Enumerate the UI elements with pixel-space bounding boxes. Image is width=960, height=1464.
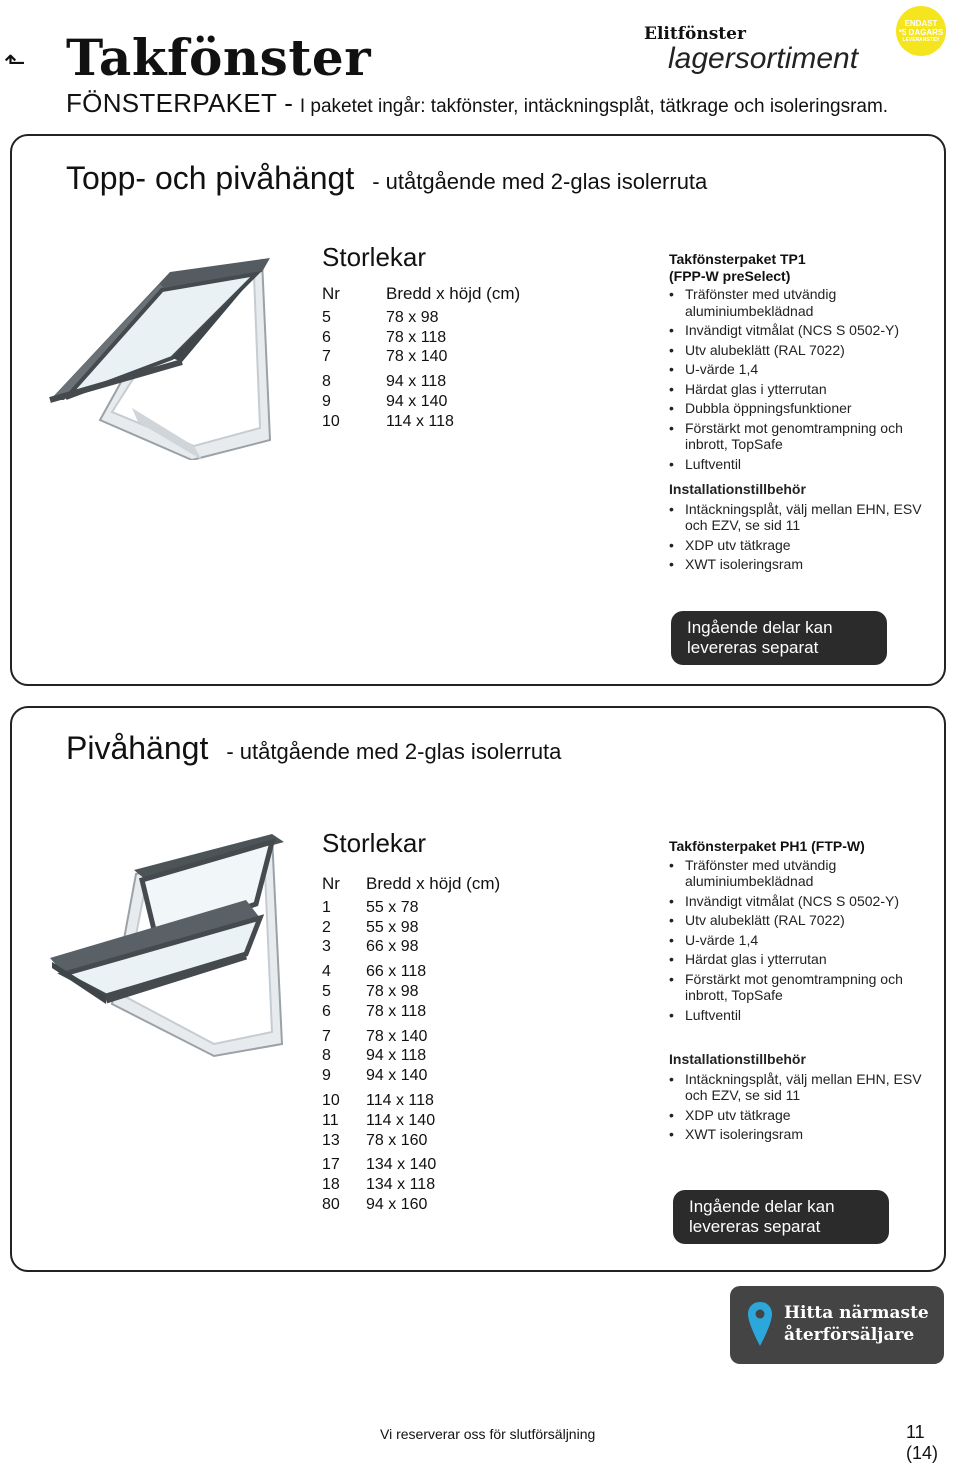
table-row <box>322 1131 500 1151</box>
row-nr: 11 <box>322 1111 339 1129</box>
section2-size-table <box>322 874 500 1215</box>
feature-item: • U-värde 1,4 <box>669 932 931 949</box>
note-line2: levereras separat <box>689 1217 821 1236</box>
badge-line1: ENDAST <box>904 19 938 28</box>
table-row <box>322 918 500 938</box>
badge-line2: *5 DAGARS <box>898 28 944 37</box>
package-subtitle <box>66 88 888 119</box>
row-size: 78 x 140 <box>386 348 448 366</box>
feature-item: • U-värde 1,4 <box>669 361 931 378</box>
note-line2: levereras separat <box>687 638 819 657</box>
row-nr: 5 <box>322 982 331 1000</box>
row-nr: 1 <box>322 898 331 916</box>
row-size: 94 x 140 <box>386 392 448 410</box>
page-number: 11 (14) <box>906 1422 939 1463</box>
separate-delivery-note <box>671 611 887 665</box>
feature-item: • Invändigt vitmålat (NCS S 0502-Y) <box>669 322 931 339</box>
install-heading: Installationstillbehör <box>669 1051 806 1067</box>
package-title: Takfönsterpaket PH1 (FTP-W) <box>669 838 865 854</box>
package-title: Takfönsterpaket TP1 <box>669 251 806 267</box>
section1-features <box>669 251 931 573</box>
table-row <box>322 1002 500 1022</box>
row-size: 134 x 118 <box>366 1176 436 1194</box>
back-up-icon[interactable]: ⬑ <box>4 48 26 78</box>
section2-features <box>669 838 931 1143</box>
delivery-badge <box>896 6 946 56</box>
map-pin-icon <box>746 1300 774 1348</box>
table-row <box>322 937 500 957</box>
row-nr: 9 <box>322 1067 331 1085</box>
row-nr: 13 <box>322 1131 340 1149</box>
cta-line1: Hitta närmaste <box>784 1303 929 1323</box>
find-retailer-button[interactable] <box>730 1286 944 1364</box>
row-nr: 2 <box>322 918 331 936</box>
col-size-header: Bredd x höjd (cm) <box>386 284 521 303</box>
row-nr: 5 <box>322 308 331 326</box>
row-nr: 6 <box>322 328 331 346</box>
install-item: • XDP utv tätkrage <box>669 537 931 554</box>
find-retailer-label <box>784 1302 929 1346</box>
section2-subtitle: - utåtgående med 2-glas isolerruta <box>226 739 562 764</box>
row-nr: 7 <box>322 1027 331 1045</box>
install-item: • XDP utv tätkrage <box>669 1107 931 1124</box>
row-size: 94 x 118 <box>366 1047 427 1065</box>
section2-title <box>66 730 561 767</box>
table-row <box>322 372 520 392</box>
row-size: 114 x 140 <box>366 1111 436 1129</box>
brand-tagline: lagersortiment <box>668 42 859 75</box>
table-row <box>322 1111 500 1131</box>
row-nr: 10 <box>322 412 340 430</box>
row-size: 66 x 118 <box>366 963 427 981</box>
row-size: 78 x 140 <box>366 1027 428 1045</box>
row-size: 78 x 98 <box>386 308 439 326</box>
table-header <box>322 284 520 304</box>
row-nr: 8 <box>322 1047 331 1065</box>
feature-item: • Dubbla öppningsfunktioner <box>669 400 931 417</box>
section2-title-text: Pivåhängt <box>66 730 209 766</box>
table-row <box>322 982 500 1002</box>
table-row <box>322 412 520 432</box>
install-item: • Intäckningsplåt, välj mellan EHN, ESV och EZV, se sid 11 <box>669 501 931 534</box>
install-item: • Intäckningsplåt, välj mellan EHN, ESV och EZV, se sid 11 <box>669 1071 931 1104</box>
install-item: • XWT isoleringsram <box>669 1126 931 1143</box>
row-nr: 17 <box>322 1156 340 1174</box>
page-title: Takfönster <box>66 28 372 87</box>
row-nr: 3 <box>322 938 331 956</box>
table-row <box>322 1066 500 1086</box>
feature-item: • Härdat glas i ytterrutan <box>669 951 931 968</box>
row-nr: 10 <box>322 1091 340 1109</box>
feature-item: • Utv alubeklätt (RAL 7022) <box>669 342 931 359</box>
row-size: 94 x 160 <box>366 1195 428 1213</box>
row-nr: 80 <box>322 1195 340 1213</box>
row-size: 55 x 98 <box>366 918 419 936</box>
section1-subtitle: - utåtgående med 2-glas isolerruta <box>372 169 708 194</box>
table-row <box>322 898 500 918</box>
feature-item: • Luftventil <box>669 1007 931 1024</box>
row-size: 66 x 98 <box>366 938 419 956</box>
row-size: 114 x 118 <box>386 412 454 430</box>
section1-title-text: Topp- och pivåhängt <box>66 160 355 196</box>
note-line1: Ingående delar kan <box>687 618 833 637</box>
subtitle-rest: I paketet ingår: takfönster, intäckningsplåt, tätkrage och isoleringsram. <box>299 96 889 117</box>
row-size: 78 x 160 <box>366 1131 428 1149</box>
feature-item: • Träfönster med utvändig aluminiumbeklädnad <box>669 857 931 890</box>
table-row <box>322 1027 500 1047</box>
row-nr: 9 <box>322 392 331 410</box>
cta-line2: återförsäljare <box>784 1325 915 1345</box>
row-size: 55 x 78 <box>366 898 419 916</box>
brand-name: Elitfönster <box>644 24 746 44</box>
table-row <box>322 1046 500 1066</box>
row-nr: 8 <box>322 373 331 391</box>
col-nr-header: Nr <box>322 284 340 303</box>
feature-item: • Luftventil <box>669 456 931 473</box>
badge-line3: LEVERANSTID! <box>902 37 940 43</box>
footer-note: Vi reserverar oss för slutförsäljning <box>380 1426 596 1442</box>
table-row <box>322 328 520 348</box>
section1-sizes-heading: Storlekar <box>322 242 427 272</box>
top-pivot-window-image <box>42 250 282 460</box>
package-subtitle: (FPP-W preSelect) <box>669 267 791 284</box>
feature-item: • Invändigt vitmålat (NCS S 0502-Y) <box>669 893 931 910</box>
row-size: 94 x 140 <box>366 1067 428 1085</box>
row-size: 94 x 118 <box>386 373 447 391</box>
separate-delivery-note <box>673 1190 889 1244</box>
row-nr: 4 <box>322 963 331 981</box>
row-nr: 18 <box>322 1176 340 1194</box>
col-nr-header: Nr <box>322 874 340 893</box>
section2-sizes-heading: Storlekar <box>322 828 427 858</box>
col-size-header: Bredd x höjd (cm) <box>366 874 501 893</box>
feature-item: • Träfönster med utvändig aluminiumbeklädnad <box>669 286 931 319</box>
table-row <box>322 308 520 328</box>
row-size: 78 x 118 <box>386 328 447 346</box>
table-row <box>322 1091 500 1111</box>
table-row <box>322 392 520 412</box>
table-header <box>322 874 500 894</box>
table-row <box>322 962 500 982</box>
row-size: 134 x 140 <box>366 1156 437 1174</box>
install-item: • XWT isoleringsram <box>669 556 931 573</box>
subtitle-lead: FÖNSTERPAKET - <box>66 88 294 118</box>
feature-item: • Förstärkt mot genomtrampning och inbrott, TopSafe <box>669 420 931 453</box>
feature-item: • Härdat glas i ytterrutan <box>669 381 931 398</box>
row-nr: 6 <box>322 1002 331 1020</box>
row-size: 114 x 118 <box>366 1091 434 1109</box>
note-line1: Ingående delar kan <box>689 1197 835 1216</box>
row-size: 78 x 98 <box>366 982 419 1000</box>
row-nr: 7 <box>322 348 331 366</box>
pivot-window-image <box>46 834 286 1058</box>
section1-size-table <box>322 284 520 432</box>
table-row <box>322 1175 500 1195</box>
install-heading: Installationstillbehör <box>669 481 806 497</box>
row-size: 78 x 118 <box>366 1002 427 1020</box>
table-row <box>322 1155 500 1175</box>
table-row <box>322 1195 500 1215</box>
section1-title <box>66 160 707 197</box>
table-row <box>322 347 520 367</box>
feature-item: • Förstärkt mot genomtrampning och inbrott, TopSafe <box>669 971 931 1004</box>
feature-item: • Utv alubeklätt (RAL 7022) <box>669 912 931 929</box>
